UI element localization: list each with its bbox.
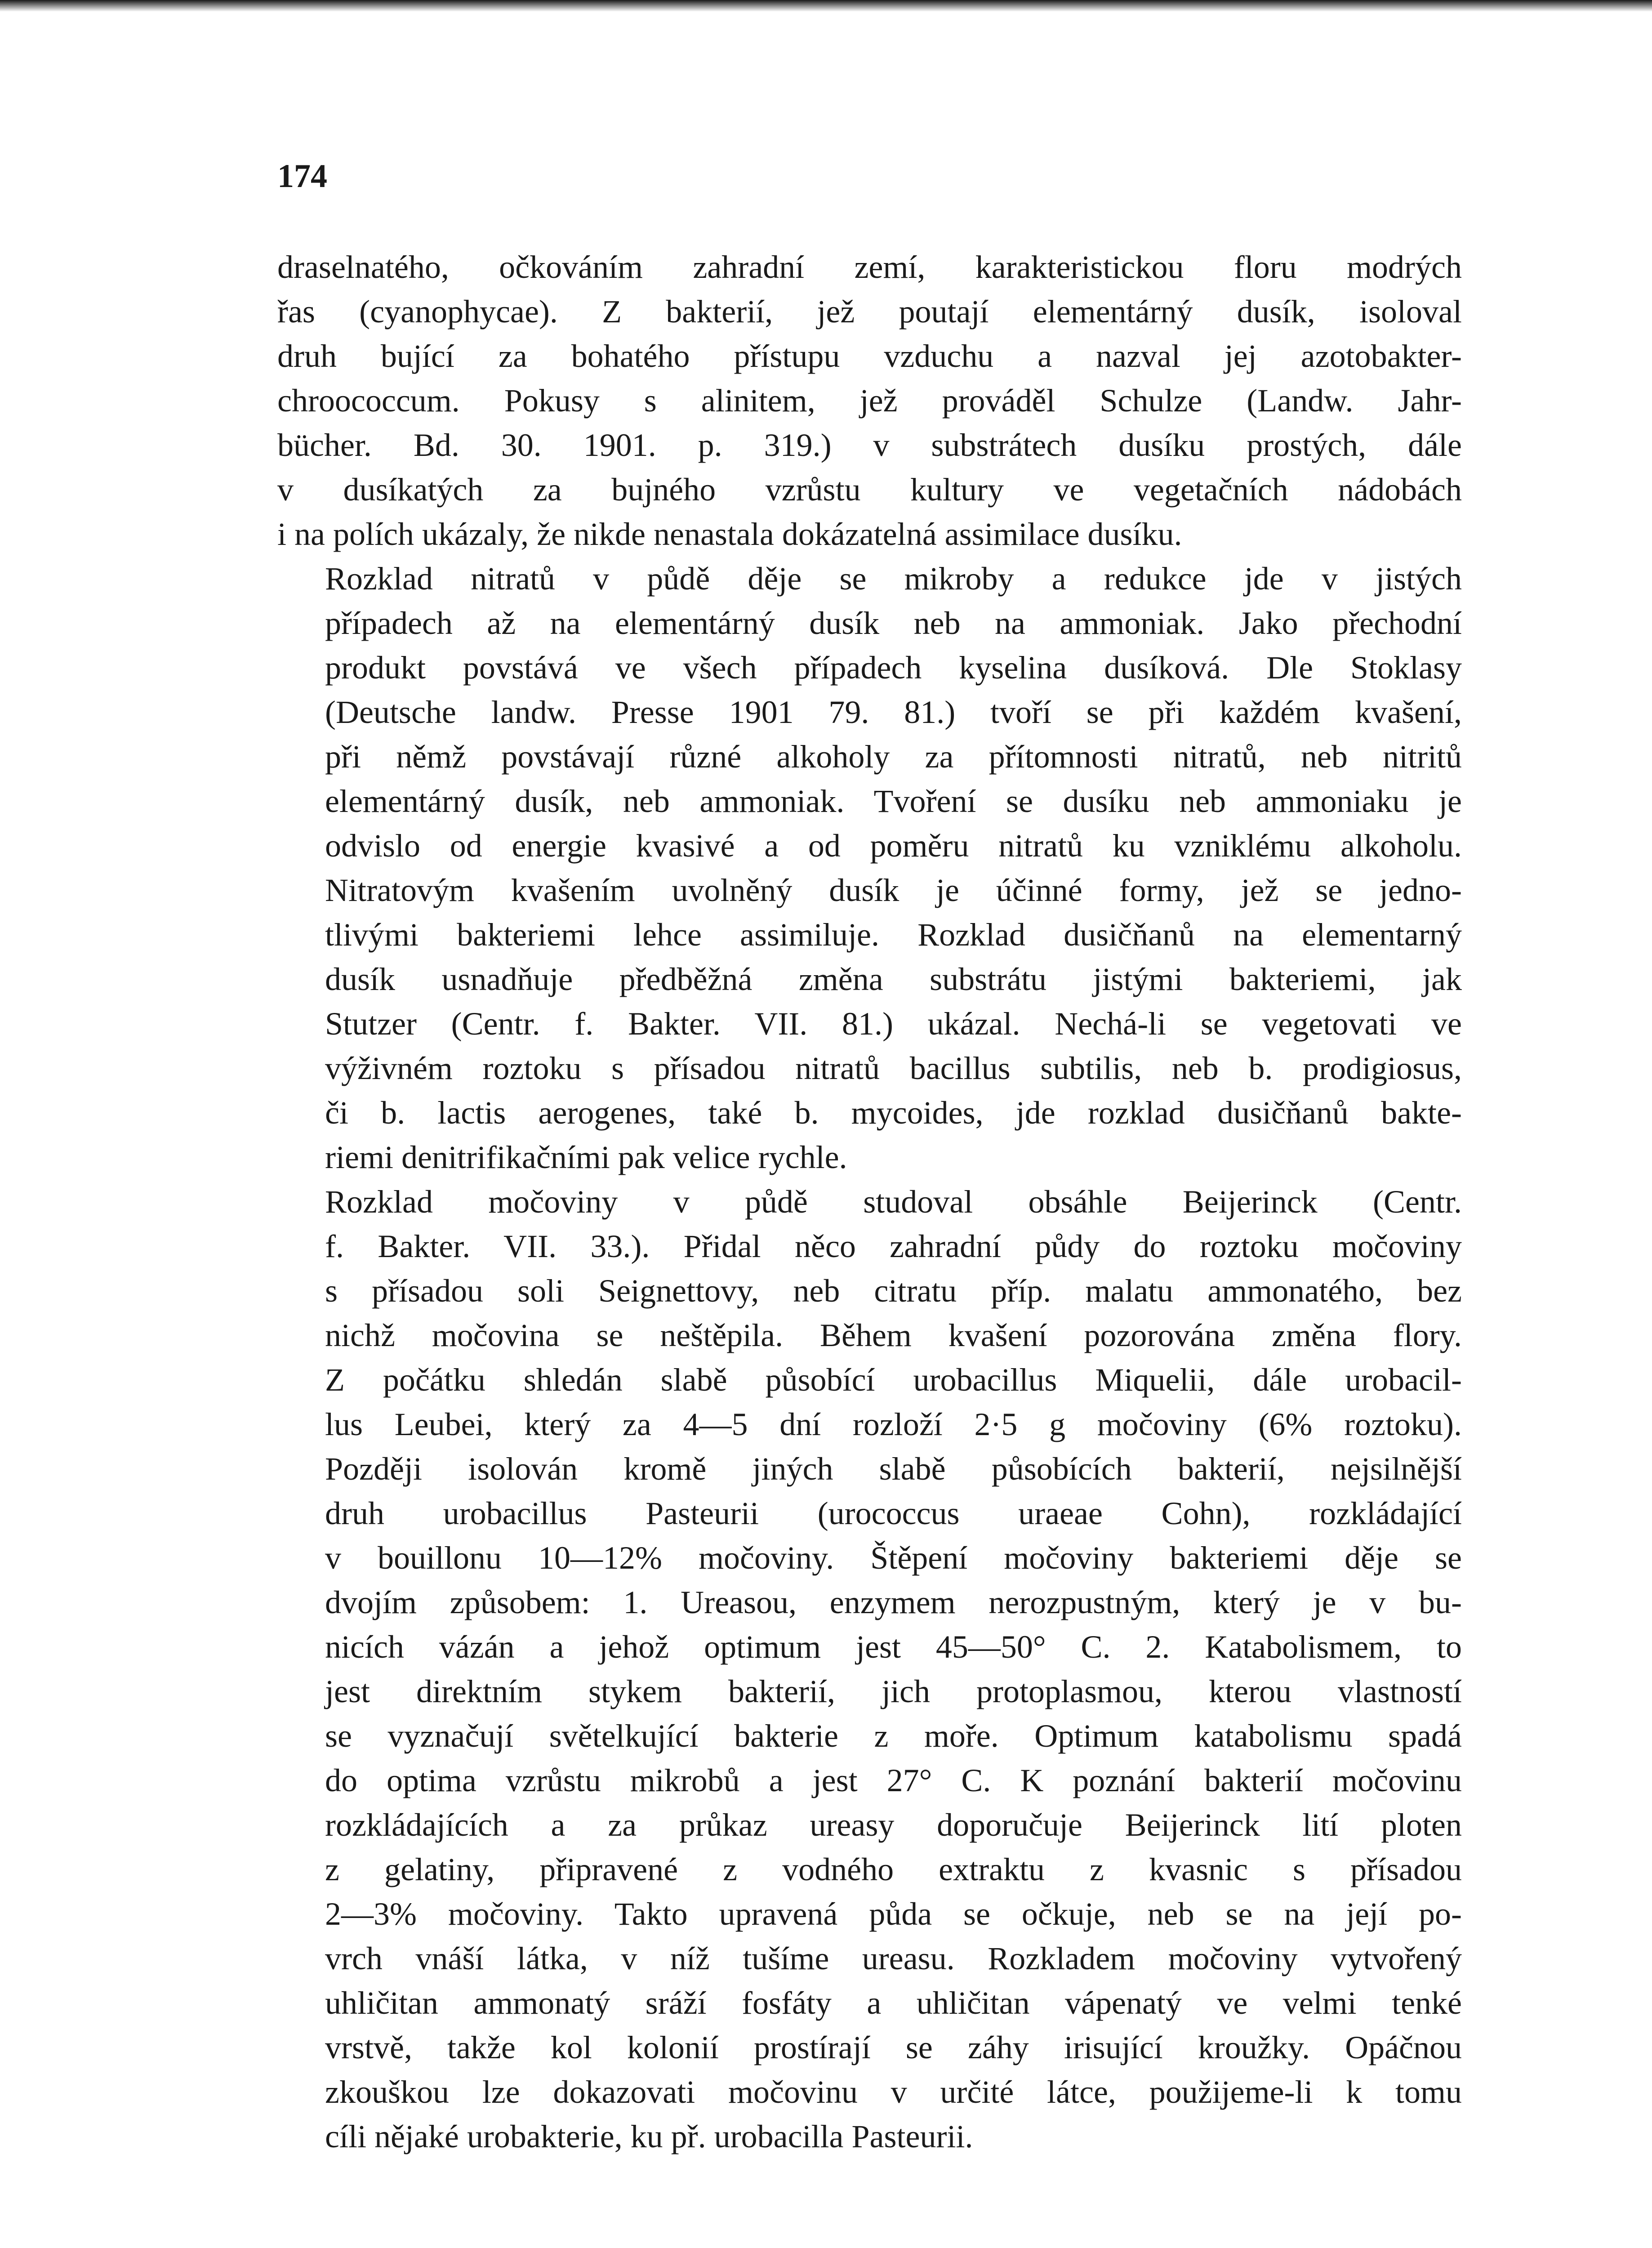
text-line: (Deutsche landw. Presse 1901 79. 81.) tvoří se při každém kvašení, (325, 694, 1462, 730)
text-line: Stutzer (Centr. f. Bakter. VII. 81.) ukázal. Nechá-li se vegetovati ve (325, 1006, 1462, 1042)
text-line: bücher. Bd. 30. 1901. p. 319.) v substrátech dusíku prostých, dále (277, 427, 1462, 463)
text-line: draselnatého, očkováním zahradní zemí, karakteristickou floru modrých (277, 249, 1462, 285)
text-line: Rozklad nitratů v půdě děje se mikroby a redukce jde v jistých (325, 561, 1462, 597)
text-line: dvojím způsobem: 1. Ureasou, enzymem nerozpustným, který je v bu- (325, 1584, 1462, 1620)
text-line: s přísadou soli Seignettovy, neb citratu příp. malatu ammonatého, bez (325, 1273, 1462, 1309)
text-line: řas (cyanophycae). Z bakterií, jež poutají elementárný dusík, isoloval (277, 294, 1462, 330)
paragraph (277, 245, 1462, 557)
paragraph (277, 1180, 1462, 2159)
scan-edge (0, 0, 1652, 12)
paragraph (277, 557, 1462, 1180)
text-line: druh urobacillus Pasteurii (urococcus uraeae Cohn), rozkládající (325, 1495, 1462, 1531)
text-line: chroococcum. Pokusy s alinitem, jež prováděl Schulze (Landw. Jahr- (277, 383, 1462, 419)
text-line: druh bující za bohatého přístupu vzduchu a nazval jej azotobakter- (277, 338, 1462, 374)
text-line: tlivými bakteriemi lehce assimiluje. Rozklad dusičňanů na elementarný (325, 917, 1462, 953)
text-line: Rozklad močoviny v půdě studoval obsáhle Beijerinck (Centr. (325, 1184, 1462, 1220)
text-line: výživném roztoku s přísadou nitratů bacillus subtilis, neb b. prodigiosus, (325, 1050, 1462, 1086)
text-line: vrch vnáší látka, v níž tušíme ureasu. Rozkladem močoviny vytvořený (325, 1940, 1462, 1976)
text-line: Nitratovým kvašením uvolněný dusík je účinné formy, jež se jedno- (325, 872, 1462, 908)
text-line: lus Leubei, který za 4—5 dní rozloží 2·5 g močoviny (6% roztoku). (325, 1406, 1462, 1442)
text-line: či b. lactis aerogenes, také b. mycoides, jde rozklad dusičňanů bakte- (325, 1095, 1462, 1131)
body-text (277, 245, 1462, 2159)
text-line: případech až na elementárný dusík neb na ammoniak. Jako přechodní (325, 605, 1462, 641)
text-line: 2—3% močoviny. Takto upravená půda se očkuje, neb se na její po- (325, 1896, 1462, 1932)
text-line: produkt povstává ve všech případech kyselina dusíková. Dle Stoklasy (325, 650, 1462, 686)
text-line: f. Bakter. VII. 33.). Přidal něco zahradní půdy do roztoku močoviny (325, 1228, 1462, 1264)
page-number: 174 (277, 158, 327, 195)
text-line: nicích vázán a jehož optimum jest 45—50° C. 2. Katabolismem, to (325, 1629, 1462, 1665)
text-line: Z počátku shledán slabě působící urobacillus Miquelii, dále urobacil- (325, 1362, 1462, 1398)
text-line: riemi denitrifikačními pak velice rychle. (325, 1139, 847, 1175)
text-line: Později isolován kromě jiných slabě působících bakterií, nejsilnější (325, 1451, 1462, 1487)
text-line: uhličitan ammonatý sráží fosfáty a uhličitan vápenatý ve velmi tenké (325, 1985, 1462, 2021)
text-line: rozkládajících a za průkaz ureasy doporučuje Beijerinck lití ploten (325, 1807, 1462, 1843)
text-line: v dusíkatých za bujného vzrůstu kultury ve vegetačních nádobách (277, 472, 1462, 508)
text-line: i na polích ukázaly, že nikde nenastala dokázatelná assimilace dusíku. (277, 516, 1182, 552)
text-line: zkouškou lze dokazovati močovinu v určité látce, použijeme-li k tomu (325, 2074, 1462, 2110)
text-line: do optima vzrůstu mikrobů a jest 27° C. K poznání bakterií močovinu (325, 1762, 1462, 1798)
text-line: nichž močovina se neštěpila. Během kvašení pozorována změna flory. (325, 1317, 1462, 1353)
text-line: v bouillonu 10—12% močoviny. Štěpení močoviny bakteriemi děje se (325, 1540, 1462, 1576)
text-line: odvislo od energie kvasivé a od poměru nitratů ku vzniklému alkoholu. (325, 828, 1462, 864)
text-line: z gelatiny, připravené z vodného extraktu z kvasnic s přísadou (325, 1851, 1462, 1887)
text-line: vrstvě, takže kol kolonií prostírají se záhy irisující kroužky. Opáčnou (325, 2029, 1462, 2065)
text-line: jest direktním stykem bakterií, jich protoplasmou, kterou vlastností (325, 1673, 1462, 1709)
text-line: dusík usnadňuje předběžná změna substrátu jistými bakteriemi, jak (325, 961, 1462, 997)
text-line: cíli nějaké urobakterie, ku př. urobacilla Pasteurii. (325, 2119, 973, 2154)
text-line: elementárný dusík, neb ammoniak. Tvoření se dusíku neb ammoniaku je (325, 783, 1462, 819)
text-line: se vyznačují světelkující bakterie z moře. Optimum katabolismu spadá (325, 1718, 1462, 1754)
text-line: při němž povstávají různé alkoholy za přítomnosti nitratů, neb nitritů (325, 739, 1462, 775)
